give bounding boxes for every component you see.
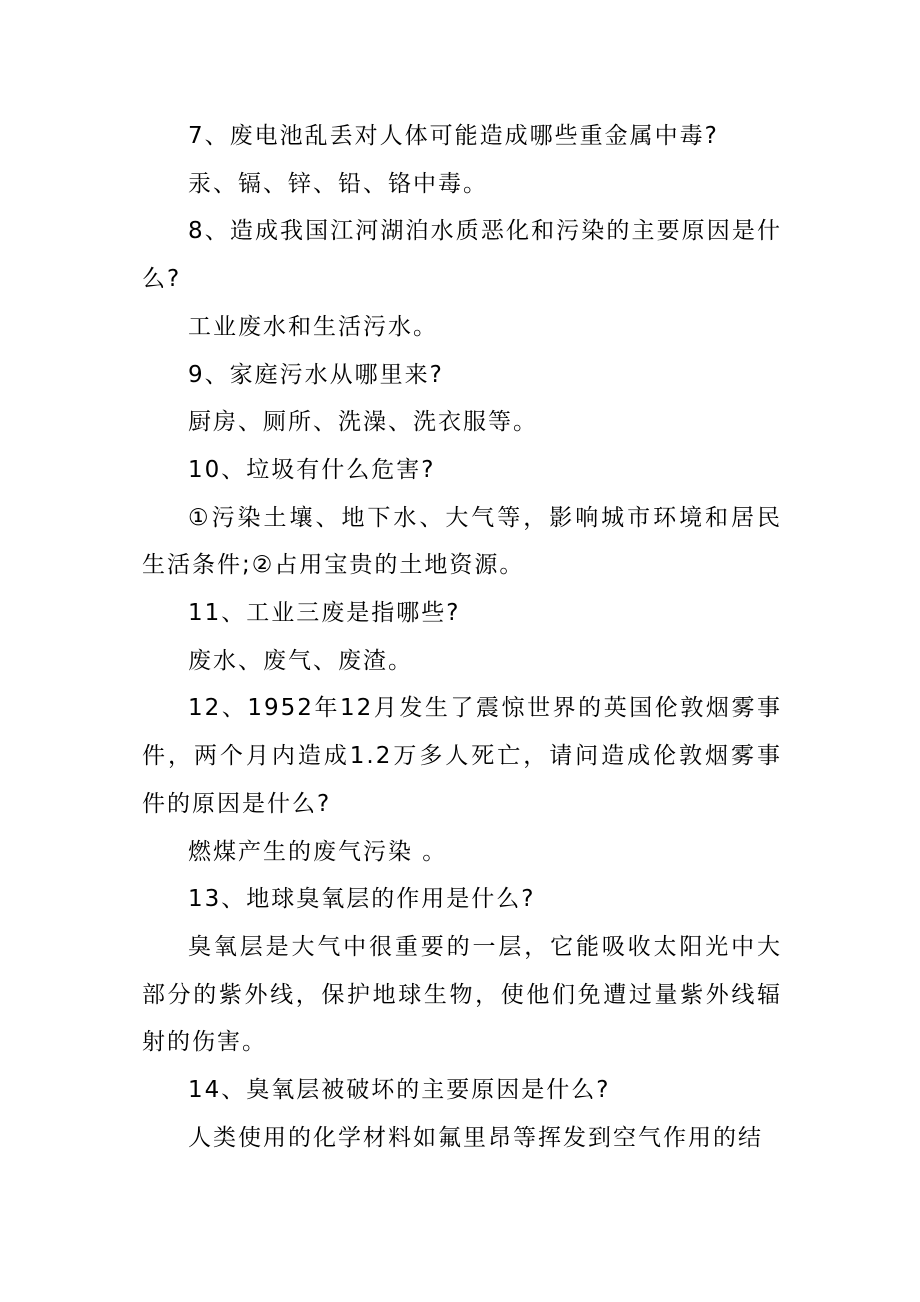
answer-9: 厨房、厕所、洗澡、洗衣服等。 xyxy=(188,409,538,436)
answer-7: 汞、镉、锌、铅、铬中毒。 xyxy=(188,170,488,197)
question-14: 14、臭氧层被破坏的主要原因是什么? xyxy=(188,1077,611,1104)
question-12: 12、1952年12月发生了震惊世界的英国伦敦烟雾事件，两个月内造成1.2万多人死亡，请问造成伦敦烟雾事件的原因是什么? xyxy=(142,695,782,817)
document-body xyxy=(142,113,782,1162)
question-11: 11、工业三废是指哪些? xyxy=(188,600,461,627)
answer-10: ①污染土壤、地下水、大气等，影响城市环境和居民生活条件;②占用宝贵的土地资源。 xyxy=(142,504,782,579)
answer-13: 臭氧层是大气中很重要的一层，它能吸收太阳光中大部分的紫外线，保护地球生物，使他们免遭过量紫外线辐射的伤害。 xyxy=(142,933,782,1056)
answer-11: 废水、废气、废渣。 xyxy=(188,647,413,674)
answer-12: 燃煤产生的废气污染 。 xyxy=(188,838,448,865)
question-7: 7、废电池乱丢对人体可能造成哪些重金属中毒? xyxy=(188,123,719,149)
question-8: 8、造成我国江河湖泊水质恶化和污染的主要原因是什么? xyxy=(142,218,782,293)
question-10: 10、垃圾有什么危害? xyxy=(188,456,436,483)
answer-14: 人类使用的化学材料如氟里昂等挥发到空气作用的结 xyxy=(188,1124,763,1151)
question-9: 9、家庭污水从哪里来? xyxy=(188,361,444,388)
question-13: 13、地球臭氧层的作用是什么? xyxy=(188,886,536,913)
answer-8: 工业废水和生活污水。 xyxy=(188,313,438,340)
